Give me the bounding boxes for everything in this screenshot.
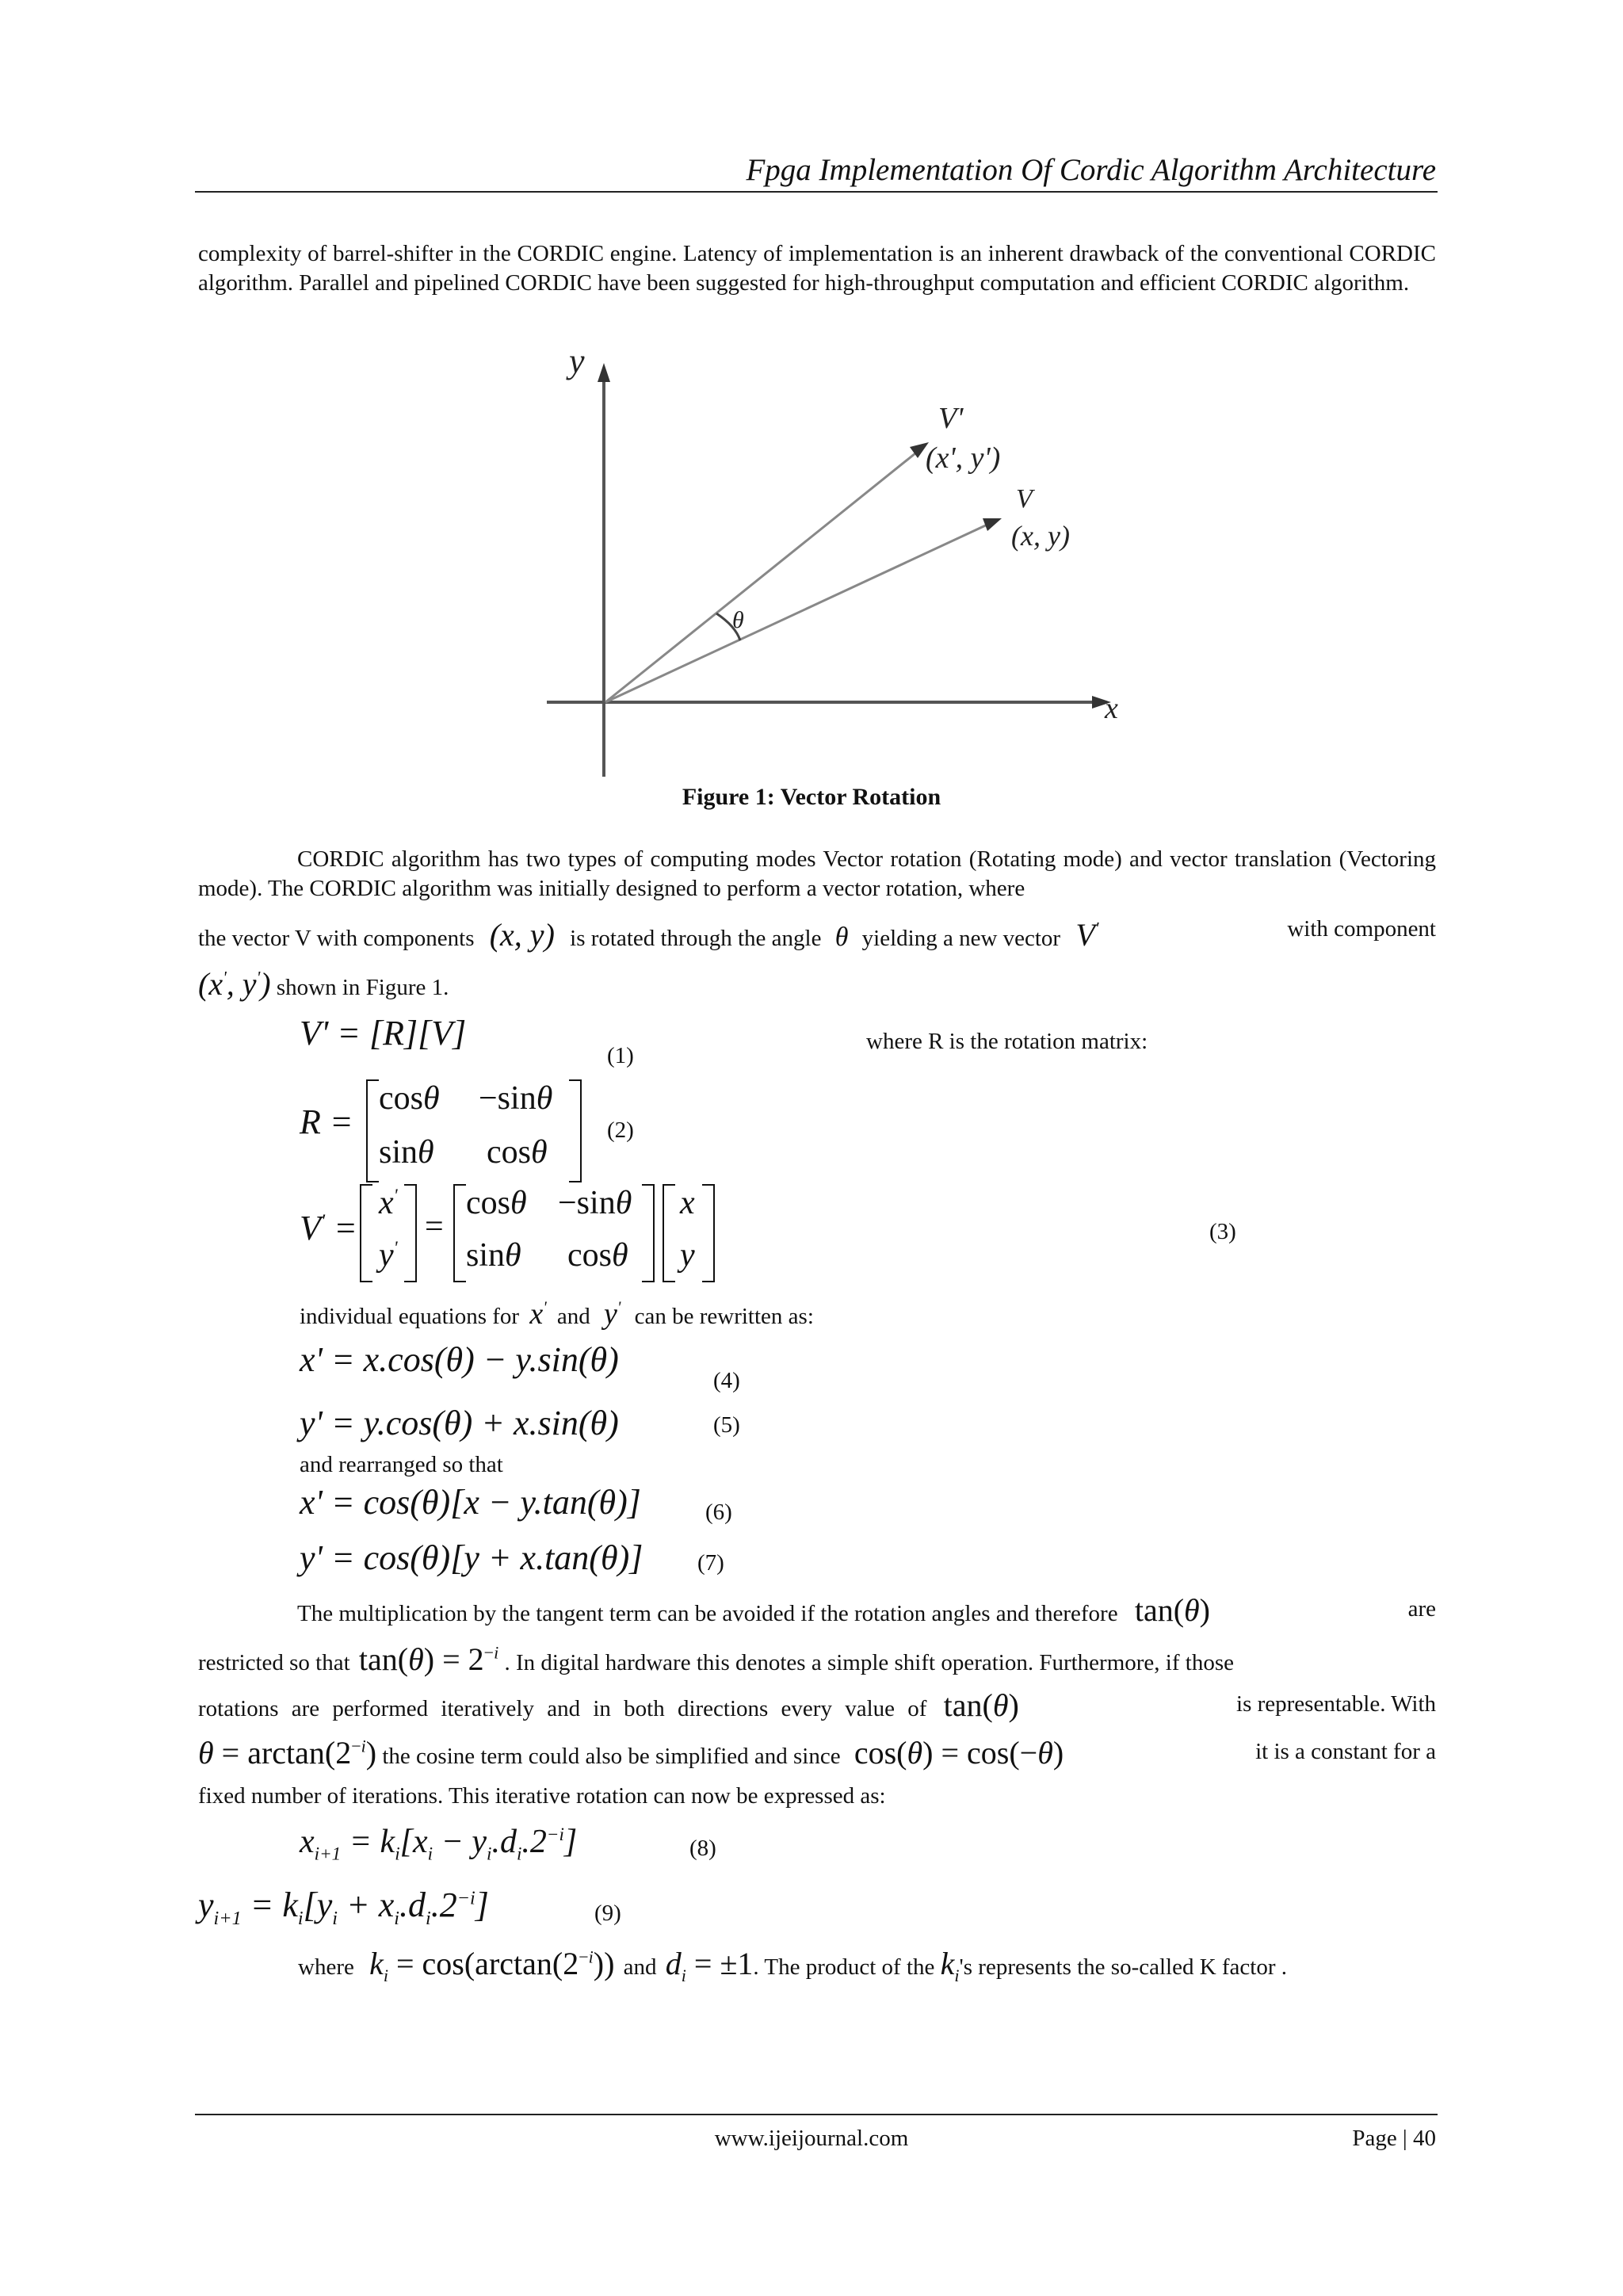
y-axis-label: y xyxy=(569,349,585,380)
equation-2-m22: cosθ xyxy=(487,1134,548,1171)
equation-3-number: (3) xyxy=(1209,1219,1236,1244)
equation-5-number: (5) xyxy=(713,1412,740,1438)
components-prime-math: (x', y') xyxy=(198,966,271,1002)
running-header: Fpga Implementation Of Cordic Algorithm Architecture xyxy=(746,153,1436,187)
paragraph-tangent-line2: restricted so that $\tan(\theta) = 2^{-i}$ . In digital hardware this denotes a simple shift operation. Furthermore, if those xyxy=(198,1641,1234,1677)
y-prime-inline: y' xyxy=(604,1297,621,1331)
paragraph-modes-line2: the vector V with components (x, y) is rotated through the angle θ yielding a new vector V' with component xyxy=(198,916,1436,953)
intro-paragraph: complexity of barrel-shifter in the CORDIC engine. Latency of implementation is an inherent drawback of the conventional CORDIC algorithm. Parallel and pipelined CORDIC have been suggested for high-throughput computation and efficient CORDIC algorithm. xyxy=(198,241,1436,296)
equation-3-lhs: V' = xyxy=(300,1209,357,1247)
equation-3-m21: sinθ xyxy=(466,1237,521,1274)
rotation-matrix-note: where R is the rotation matrix: xyxy=(866,1029,1148,1054)
rotated-vector-coords: (x', y') xyxy=(926,441,1001,475)
equation-3-equals: = xyxy=(425,1209,444,1245)
equation-3-xy-right-bracket xyxy=(702,1184,715,1282)
paragraph-modes xyxy=(198,845,1436,904)
rotated-vector-line xyxy=(605,450,919,702)
di-definition-inline: $d_i = \pm 1$ xyxy=(665,1946,754,1985)
theta-arctan-inline: $\theta = \arctan(2^{-i})$ xyxy=(198,1735,377,1771)
page-number: Page | 40 xyxy=(1352,2126,1436,2151)
theta-math: θ xyxy=(834,923,849,952)
vector-arrowhead xyxy=(983,518,1002,531)
equation-1: V' = [R][V] xyxy=(300,1014,467,1052)
equation-9: $y_{i+1} = k_i[y_i + x_i.d_i.2^{-i}]$ xyxy=(198,1885,489,1929)
equation-2-m12: −sinθ xyxy=(479,1080,553,1117)
equation-3-m12: −sinθ xyxy=(558,1185,632,1221)
tan-theta-inline-1: tan(θ) xyxy=(1134,1592,1210,1628)
equation-3-y: y xyxy=(680,1237,695,1274)
vector-name: V xyxy=(1016,484,1033,514)
equation-3-x-prime: x' xyxy=(379,1185,398,1221)
equation-8-number: (8) xyxy=(689,1836,716,1861)
equation-6-number: (6) xyxy=(705,1499,732,1525)
x-axis-label: x xyxy=(1105,692,1118,725)
tan-equals-pow-inline: $\tan(\theta) = 2^{-i}$ xyxy=(358,1641,499,1677)
equation-2-number: (2) xyxy=(607,1117,634,1143)
equation-3-y-prime: y' xyxy=(379,1237,398,1274)
equation-2-m21: sinθ xyxy=(379,1134,434,1171)
angle-theta-label: θ xyxy=(732,607,744,633)
footer-rule xyxy=(195,2114,1438,2115)
equation-7: y' = cos(θ)[y + x.tan(θ)] xyxy=(300,1538,643,1577)
equation-8: $x_{i+1} = k_i[x_i - y_i.d_i.2^{-i}]$ xyxy=(300,1824,578,1864)
equation-2-m11: cosθ xyxy=(379,1080,440,1117)
cos-symmetry-inline: cos(θ) = cos(−θ) xyxy=(854,1735,1064,1771)
ki-definition-inline: $k_i = \cos(\arctan(2^{-i}))$ xyxy=(369,1946,615,1985)
vector-coords: (x, y) xyxy=(1011,520,1070,552)
equation-2-right-bracket xyxy=(569,1079,582,1182)
equation-4: x' = x.cos(θ) − y.sin(θ) xyxy=(300,1340,619,1379)
equation-2-left-bracket xyxy=(366,1079,379,1182)
paragraph-tangent-line5: fixed number of iterations. This iterative rotation can now be expressed as: xyxy=(198,1783,886,1809)
rotated-vector-name: V' xyxy=(938,402,964,435)
equation-3-m22: cosθ xyxy=(567,1237,628,1274)
paragraph-tangent-line1: The multiplication by the tangent term can be avoided if the rotation angles and therefore tan(θ) are xyxy=(297,1592,1436,1628)
footer-url[interactable]: www.ijeijournal.com xyxy=(714,2126,909,2151)
equation-1-number: (1) xyxy=(607,1043,634,1068)
equation-3-vec-left-bracket xyxy=(360,1184,372,1282)
y-axis-arrowhead xyxy=(598,363,610,382)
figure-caption: Figure 1: Vector Rotation xyxy=(682,784,941,810)
equation-3-vec-right-bracket xyxy=(404,1184,417,1282)
ki-inline: $k_i$ xyxy=(940,1946,960,1985)
individual-equations-text: individual equations for x' and y' can be rewritten as: xyxy=(300,1297,814,1331)
paragraph-tangent-line4: $\theta = \arctan(2^{-i})$ the cosine term could also be simplified and since cos(θ) = cos(−θ) it is a constant for a xyxy=(198,1735,1436,1771)
equation-2-lhs: R = xyxy=(300,1102,353,1141)
paragraph-modes-line1: CORDIC algorithm has two types of computing modes Vector rotation (Rotating mode) and vector translation (Vectoring mode). The CORDIC algorithm was initially designed to perform a vector rotation, where xyxy=(198,846,1436,901)
equation-3-matrix-left-bracket xyxy=(453,1184,466,1282)
v-prime-math: V' xyxy=(1075,917,1099,953)
k-factor-line: where $k_i = \cos(\arctan(2^{-i}))$ and $d_i = \pm 1$. The product of the $k_i's$ represents the so-called K factor . xyxy=(298,1946,1288,1985)
tan-theta-inline-2: tan(θ) xyxy=(943,1687,1019,1723)
paragraph-tangent-line3: rotations are performed iteratively and in both directions every value of tan(θ) is representable. With xyxy=(198,1687,1436,1723)
equation-3-matrix-right-bracket xyxy=(642,1184,655,1282)
equation-3-xy-left-bracket xyxy=(663,1184,675,1282)
x-prime-inline: x' xyxy=(529,1297,547,1331)
components-math: (x, y) xyxy=(489,917,555,953)
equation-3-m11: cosθ xyxy=(466,1185,527,1221)
equation-4-number: (4) xyxy=(713,1368,740,1393)
vector-line xyxy=(605,523,991,702)
header-rule xyxy=(195,191,1438,193)
equation-9-number: (9) xyxy=(594,1901,621,1926)
vector-rotation-figure xyxy=(547,349,1149,777)
equation-3-x: x xyxy=(680,1185,695,1221)
rearranged-text: and rearranged so that xyxy=(300,1452,503,1477)
equation-5: y' = y.cos(θ) + x.sin(θ) xyxy=(300,1404,619,1442)
equation-7-number: (7) xyxy=(697,1550,724,1576)
equation-6: x' = cos(θ)[x − y.tan(θ)] xyxy=(300,1483,641,1522)
paragraph-modes-line3: (x', y') shown in Figure 1. xyxy=(198,966,449,1002)
